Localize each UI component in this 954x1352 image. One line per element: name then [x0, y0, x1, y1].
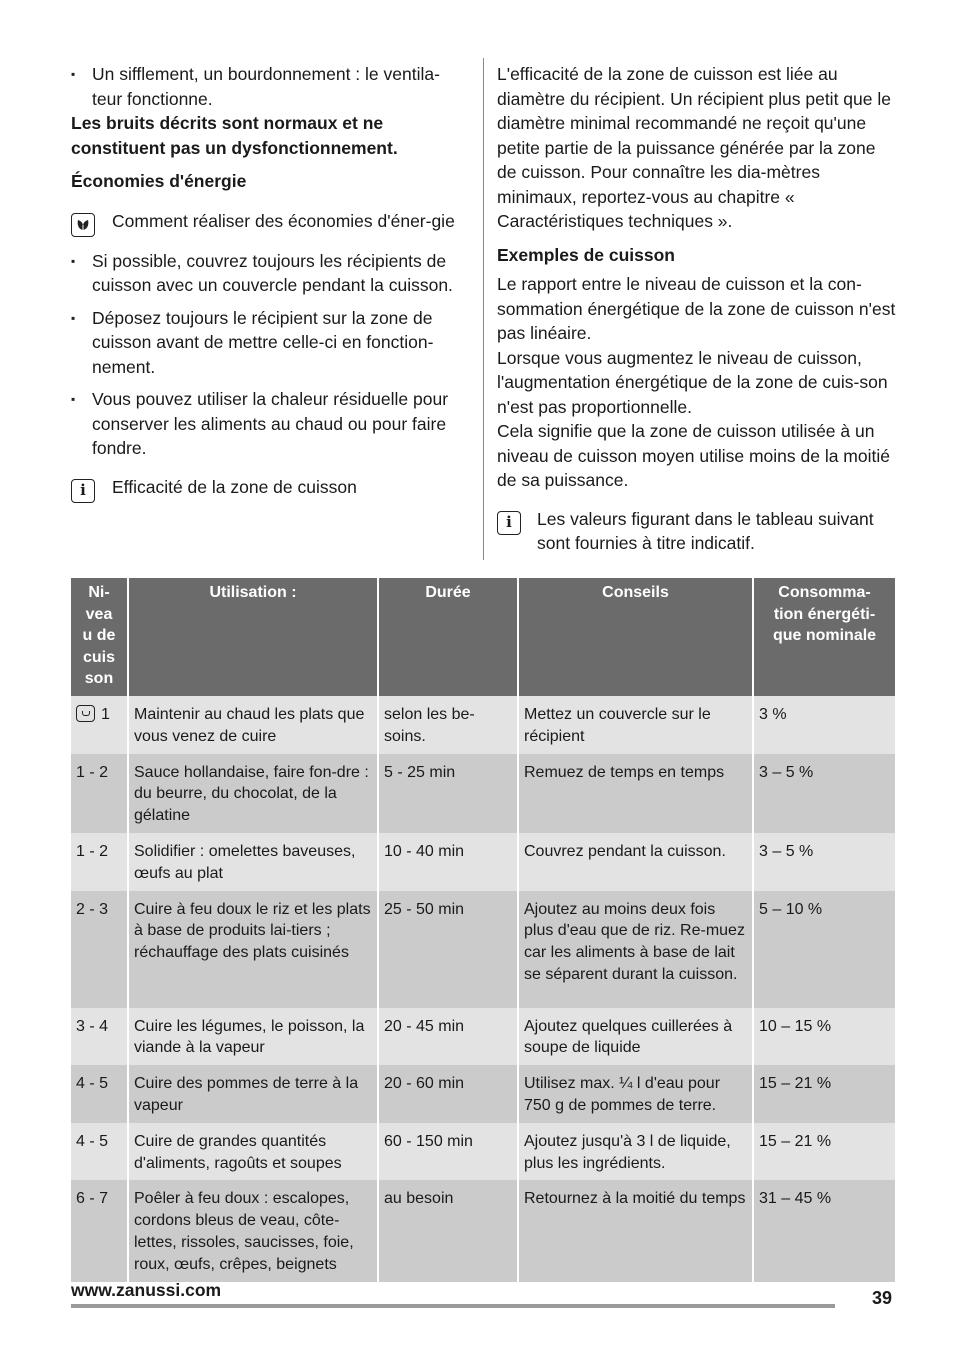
paragraph-linear: Le rapport entre le niveau de cuisson et la con-sommation énergétique de la zone de cuisson n'est pas linéaire. — [497, 274, 896, 343]
table-row — [71, 1180, 895, 1281]
table-row — [71, 1008, 895, 1066]
cell-usage: Solidifier : omelettes baveuses, œufs au plat — [128, 833, 378, 891]
page-number: 39 — [872, 1288, 893, 1308]
header-level: Ni- vea u de cuis son — [71, 578, 128, 696]
cell-usage: Cuire des pommes de terre à la vapeur — [128, 1065, 378, 1123]
cell-duration: au besoin — [378, 1180, 518, 1281]
table-row — [71, 696, 895, 754]
leaf-icon — [71, 213, 95, 237]
header-usage: Utilisation : — [128, 578, 378, 696]
footer-rule — [71, 1304, 835, 1308]
cell-consumption: 10 – 15 % — [753, 1008, 895, 1066]
left-column — [71, 62, 467, 503]
table-row — [71, 1123, 895, 1181]
efficiency-text: L'efficacité de la zone de cuisson est liée au diamètre du récipient. Un récipient plus petit que le diamètre minimal recommandé ne reçoit qu'une petite partie de la puissance générée par la zone de cuisson. Pour connaître les dia-mètres minimaux, reportez-vous au chapitre « Caractéristiques techniques ». — [497, 64, 891, 231]
cell-level: 1 — [71, 696, 128, 754]
cell-usage: Maintenir au chaud les plats que vous venez de cuire — [128, 696, 378, 754]
cell-consumption: 3 – 5 % — [753, 754, 895, 833]
bullet-item: ▪ Vous pouvez utiliser la chaleur résiduelle pour conserver les aliments au chaud ou pour faire fondre. — [71, 387, 467, 461]
efficiency-note-text: Efficacité de la zone de cuisson — [112, 476, 357, 497]
header-consumption: Consomma- tion énergéti- que nominale — [753, 578, 895, 696]
cell-tips: Ajoutez jusqu'à 3 l de liquide, plus les ingrédients. — [518, 1123, 753, 1181]
cooking-table — [71, 578, 895, 1282]
energy-heading: Économies d'énergie — [71, 171, 247, 191]
header-tips: Conseils — [518, 578, 753, 696]
header-duration: Durée — [378, 578, 518, 696]
cell-duration: 25 - 50 min — [378, 891, 518, 1008]
paragraph-half-power: Cela signifie que la zone de cuisson utilisée à un niveau de cuisson moyen utilise moins de la moitié de sa puissance. — [497, 421, 890, 490]
cell-tips: Couvrez pendant la cuisson. — [518, 833, 753, 891]
table-note-text: Les valeurs figurant dans le tableau suivant sont fournies à titre indicatif. — [537, 508, 874, 553]
cell-tips: Remuez de temps en temps — [518, 754, 753, 833]
keep-warm-icon — [76, 705, 95, 722]
cell-consumption: 3 – 5 % — [753, 833, 895, 891]
cell-level: 1 - 2 — [71, 833, 128, 891]
cell-consumption: 31 – 45 % — [753, 1180, 895, 1281]
examples-heading: Exemples de cuisson — [497, 244, 675, 265]
table-note — [497, 507, 897, 556]
bullet-item: ▪ Déposez toujours le récipient sur la zone de cuisson avant de mettre celle-ci en fonction-nement. — [71, 306, 467, 380]
cell-duration: 20 - 60 min — [378, 1065, 518, 1123]
normal-noises-statement: Les bruits décrits sont normaux et ne constituent pas un dysfonctionnement. — [71, 113, 398, 158]
cell-duration: selon les be-soins. — [378, 696, 518, 754]
cell-level: 2 - 3 — [71, 891, 128, 1008]
energy-note-text: Comment réaliser des économies d'éner-gie — [112, 210, 455, 231]
cell-level: 1 - 2 — [71, 754, 128, 833]
paragraph-proportional: Lorsque vous augmentez le niveau de cuisson, l'augmentation énergétique de la zone de cuis-son n'est pas proportionnelle. — [497, 347, 888, 417]
cell-consumption: 15 – 21 % — [753, 1065, 895, 1123]
cell-usage: Cuire de grandes quantités d'aliments, ragoûts et soupes — [128, 1123, 378, 1181]
cell-level: 4 - 5 — [71, 1065, 128, 1123]
table-row — [71, 754, 895, 833]
bullet-noise: ▪ Un sifflement, un bourdonnement : le ventila-teur fonctionne. — [71, 62, 467, 111]
cell-tips: Ajoutez au moins deux fois plus d'eau que de riz. Re-muez car les aliments à base de lait se séparent durant la cuisson. — [518, 891, 753, 1008]
cell-tips: Ajoutez quelques cuillerées à soupe de liquide — [518, 1008, 753, 1066]
bullet-item: ▪ Si possible, couvrez toujours les récipients de cuisson avec un couvercle pendant la cuisson. — [71, 249, 467, 298]
cell-duration: 60 - 150 min — [378, 1123, 518, 1181]
cell-tips: Utilisez max. ¼ l d'eau pour 750 g de pommes de terre. — [518, 1065, 753, 1123]
cell-tips: Mettez un couvercle sur le récipient — [518, 696, 753, 754]
table-row — [71, 833, 895, 891]
table-row — [71, 1065, 895, 1123]
cell-usage: Cuire à feu doux le riz et les plats à base de produits lai-tiers ; réchauffage des plats cuisinés — [128, 891, 378, 1008]
cell-level: 4 - 5 — [71, 1123, 128, 1181]
cell-level: 3 - 4 — [71, 1008, 128, 1066]
cell-usage: Poêler à feu doux : escalopes, cordons bleus de veau, côte-lettes, rissoles, saucisses, foie, roux, œufs, crêpes, beignets — [128, 1180, 378, 1281]
cell-consumption: 5 – 10 % — [753, 891, 895, 1008]
column-divider — [483, 58, 484, 560]
efficiency-note — [71, 475, 467, 503]
table-row — [71, 891, 895, 1008]
info-icon: i — [497, 511, 521, 535]
cell-consumption: 15 – 21 % — [753, 1123, 895, 1181]
cell-tips: Retournez à la moitié du temps — [518, 1180, 753, 1281]
cell-consumption: 3 % — [753, 696, 895, 754]
right-column — [497, 62, 897, 556]
info-icon: i — [71, 479, 95, 503]
cell-duration: 10 - 40 min — [378, 833, 518, 891]
energy-note — [71, 209, 467, 237]
cell-usage: Sauce hollandaise, faire fon-dre : du beurre, du chocolat, de la gélatine — [128, 754, 378, 833]
footer-url[interactable]: www.zanussi.com — [71, 1280, 222, 1300]
cell-duration: 20 - 45 min — [378, 1008, 518, 1066]
cell-duration: 5 - 25 min — [378, 754, 518, 833]
cell-level: 6 - 7 — [71, 1180, 128, 1281]
cell-usage: Cuire les légumes, le poisson, la viande à la vapeur — [128, 1008, 378, 1066]
